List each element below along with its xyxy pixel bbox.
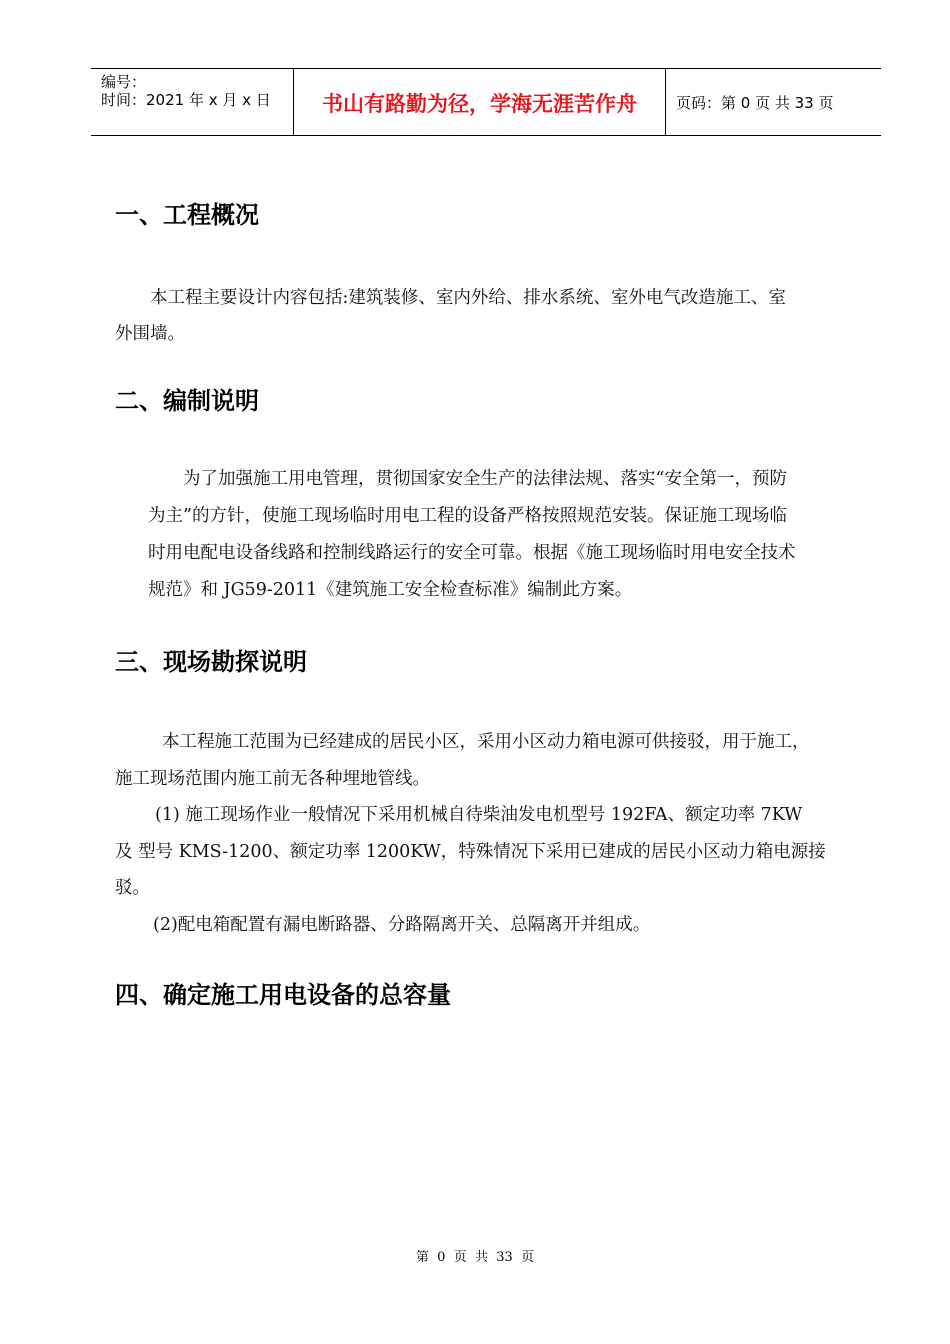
number-label: 编号： [101,73,147,91]
paragraph-line: (1) 施工现场作业一般情况下采用机械自待柴油发电机型号 192FA、额定功率 7KW [155,805,803,825]
time-label: 时间：2021 年 x 月 x 日 [101,91,271,109]
paragraph-line: 本工程主要设计内容包括:建筑装修、室内外给、排水系统、室外电气改造施工、室 [150,288,786,308]
paragraph-line: 规范》和 JG59-2011《建筑施工安全检查标准》编制此方案。 [148,580,633,600]
paragraph-line: 时用电配电设备线路和控制线路运行的安全可靠。根据《施工现场临时用电安全技术 [148,543,796,563]
paragraph-compilation [148,461,796,609]
paragraph-site-survey [115,724,826,943]
section-title-total-capacity: 四、确定施工用电设备的总容量 [115,981,451,1009]
section-title-site-survey: 三、现场勘探说明 [115,648,307,676]
paragraph-line: (2)配电箱配置有漏电断路器、分路隔离开关、总隔离开并组成。 [153,914,651,935]
paragraph-line: 为主”的方针，使施工现场临时用电工程的设备严格按照规范安装。保证施工现场临 [148,506,787,526]
paragraph-overview [115,280,786,352]
paragraph-line: 为了加强施工用电管理，贯彻国家安全生产的法律法规、落实“安全第一，预防 [183,469,787,489]
section-title-overview: 一、工程概况 [115,201,259,229]
paragraph-line: 外围墙。 [115,324,185,344]
paragraph-line: 及 型号 KMS-1200、额定功率 1200KW，特殊情况下采用已建成的居民小区动力箱电源接 [115,841,826,862]
header-info-cell [91,69,293,135]
header-page-cell [666,69,881,135]
section-title-compilation: 二、编制说明 [115,387,259,415]
page-label: 页码：第 0 页 共 33 页 [676,94,834,112]
header-table [91,68,881,136]
motto-text: 书山有路勤为径，学海无涯苦作舟 [322,92,637,116]
paragraph-line: 驳。 [115,878,150,898]
paragraph-line: 本工程施工范围为已经建成的居民小区，采用小区动力箱电源可供接驳，用于施工， [162,732,810,752]
paragraph-line: 施工现场范围内施工前无各种埋地管线。 [115,768,430,789]
page-footer: 第 0 页 共 33 页 [415,1250,535,1265]
header-motto-cell [293,69,666,135]
